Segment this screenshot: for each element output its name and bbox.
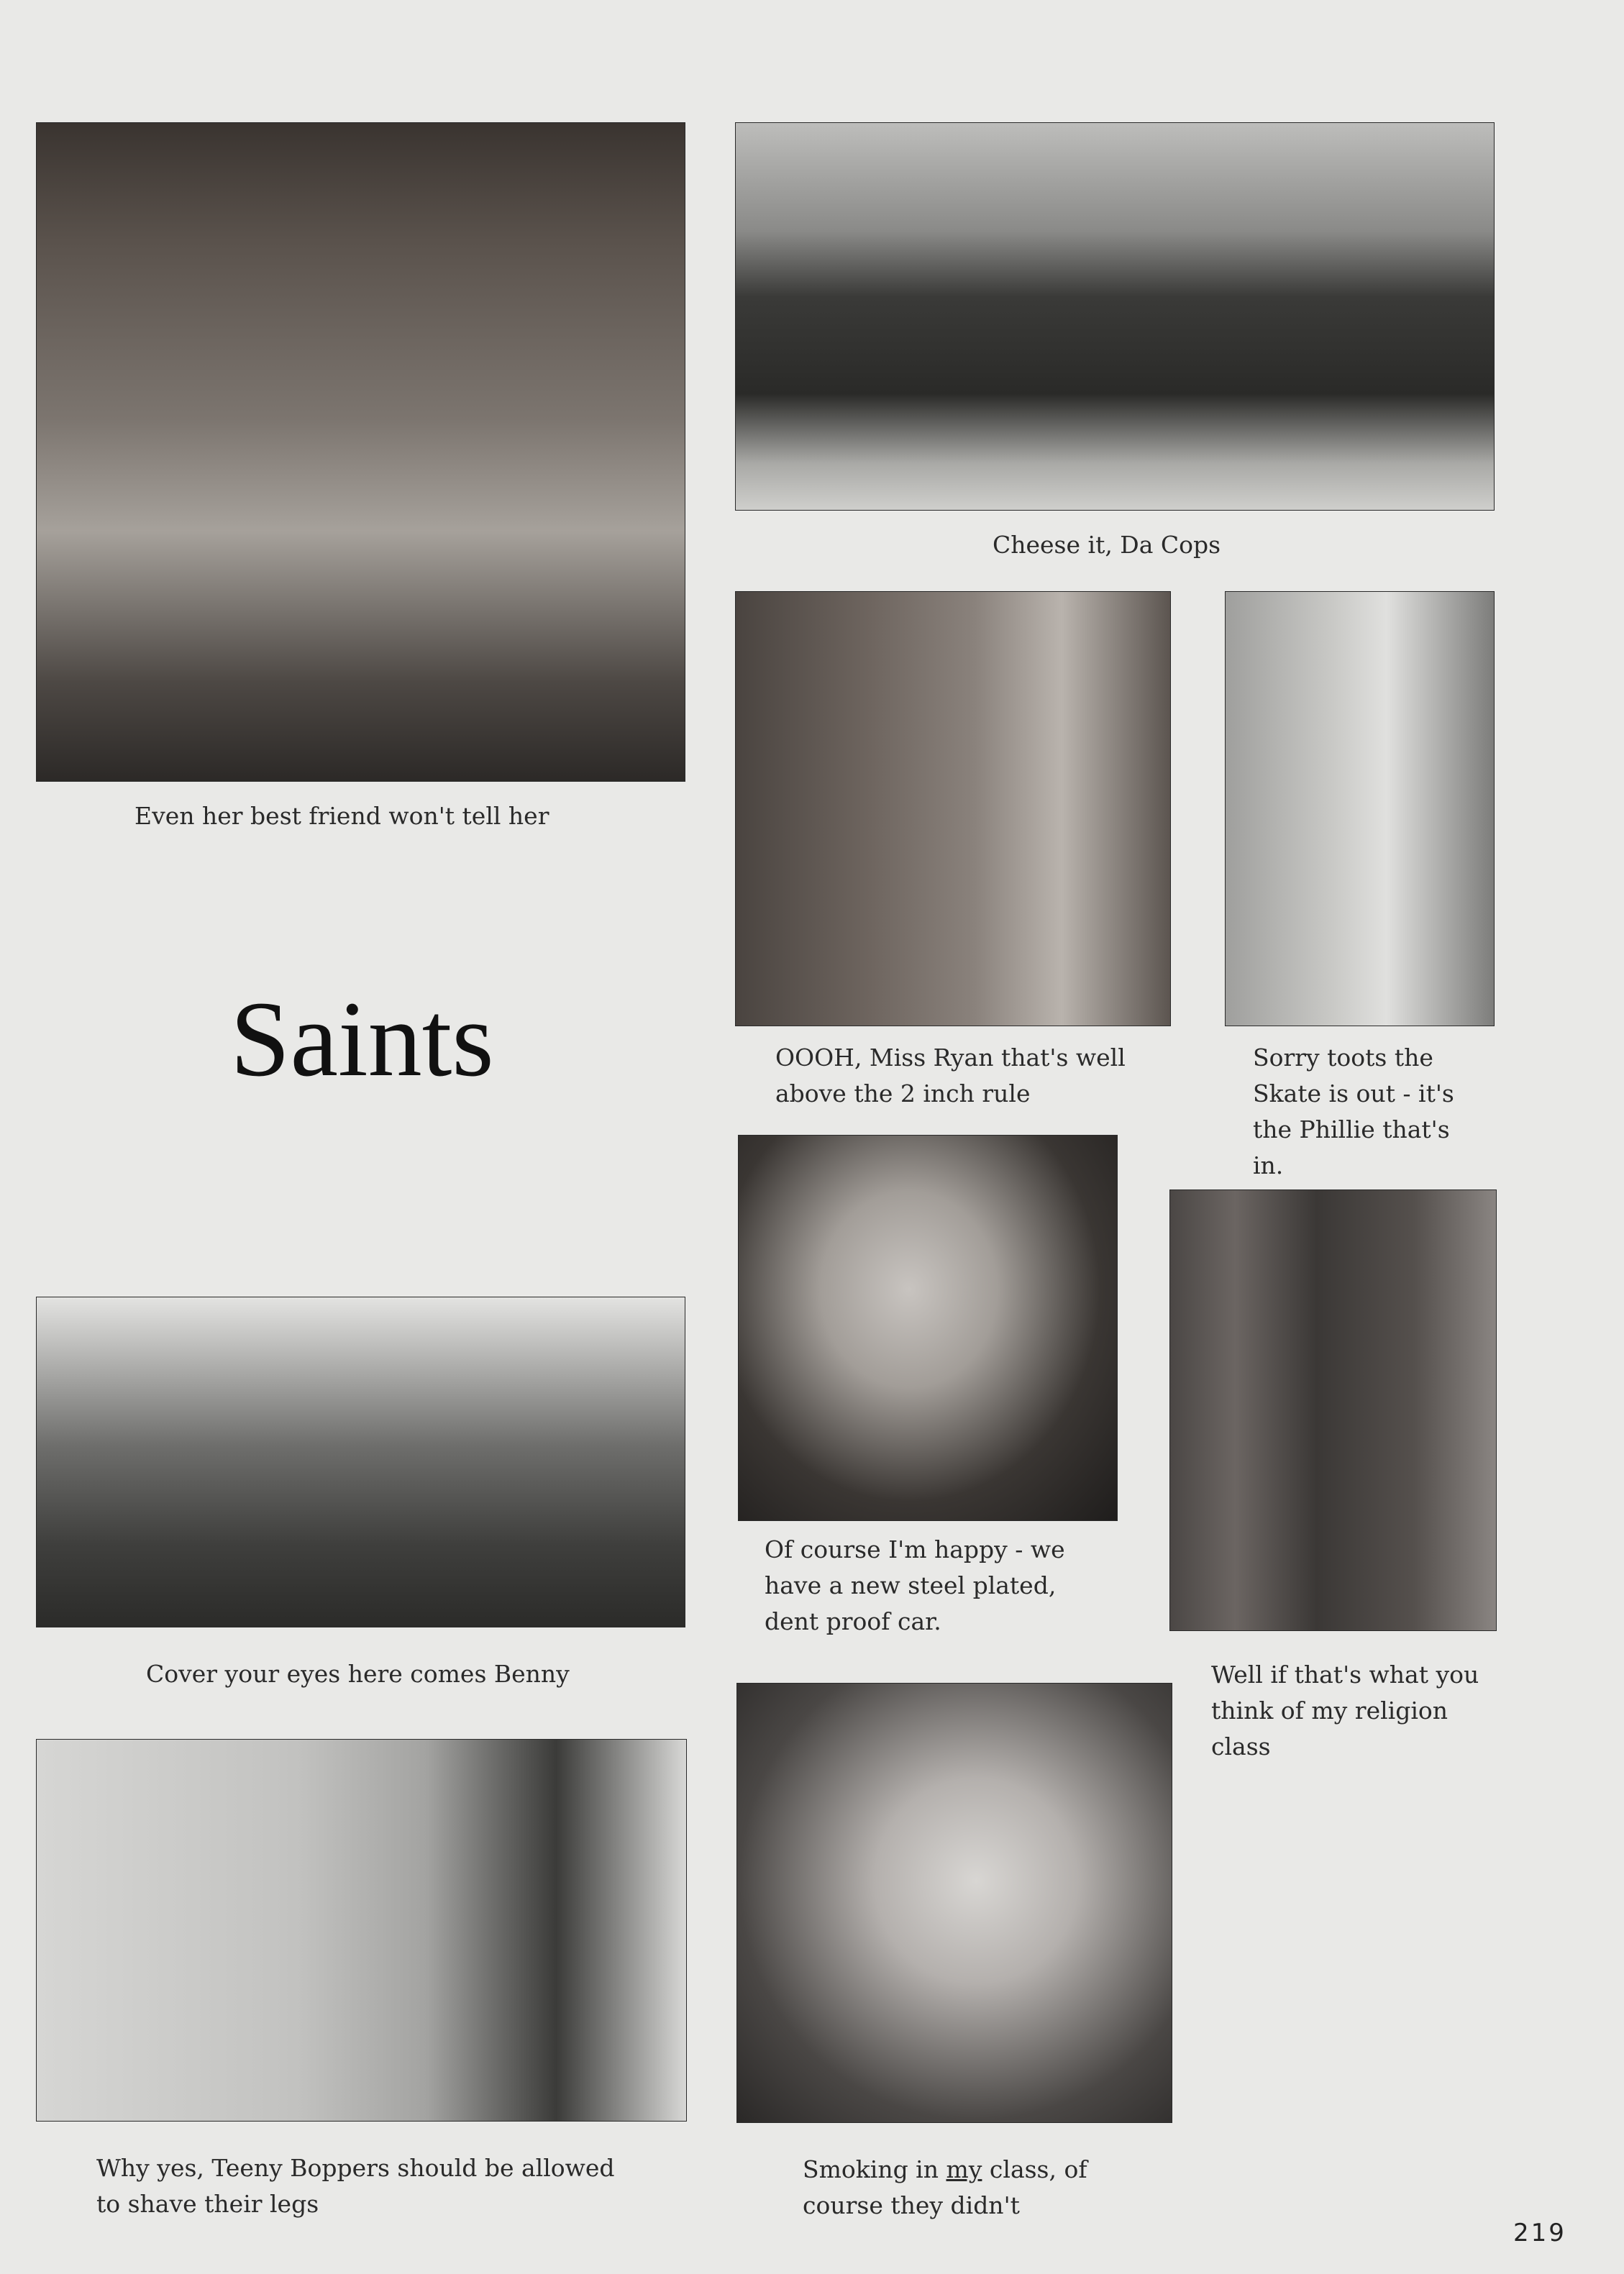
photo-student-at-desk: [36, 1739, 687, 2122]
caption-benny: Cover your eyes here comes Benny: [146, 1660, 570, 1688]
caption-religion-class: Well if that's what you think of my religion class: [1211, 1661, 1479, 1761]
caption-smoking: Smoking in my class, of course they didn't: [803, 2155, 1087, 2219]
photo-crowd-outdoors: [735, 122, 1495, 511]
photo-student-by-door: [1225, 591, 1495, 1026]
photo-girls-on-bleachers: [36, 122, 685, 782]
photo-smiling-woman: [738, 1135, 1118, 1521]
caption-miss-ryan: OOOH, Miss Ryan that's well above the 2 inch rule: [775, 1044, 1126, 1108]
photo-girls-in-parking-lot: [36, 1297, 685, 1627]
caption-sorry-toots: Sorry toots the Skate is out - it's the Phillie that's in.: [1253, 1044, 1454, 1179]
underlined-word: my: [946, 2155, 982, 2183]
caption-bleachers: Even her best friend won't tell her: [134, 802, 549, 830]
page-title: Saints: [230, 980, 494, 1099]
caption-steel-car: Of course I'm happy - we have a new steel plated, dent proof car.: [765, 1535, 1065, 1635]
photo-woman-with-glasses: [736, 1683, 1172, 2123]
page-number: 219: [1513, 2219, 1566, 2247]
photo-priest-arms-crossed: [1169, 1189, 1497, 1631]
photo-miss-ryan-and-student: [735, 591, 1171, 1026]
caption-teeny-boppers: Why yes, Teeny Boppers should be allowed to shave their legs: [96, 2154, 615, 2218]
caption-cheese-it: Cheese it, Da Cops: [993, 531, 1221, 559]
